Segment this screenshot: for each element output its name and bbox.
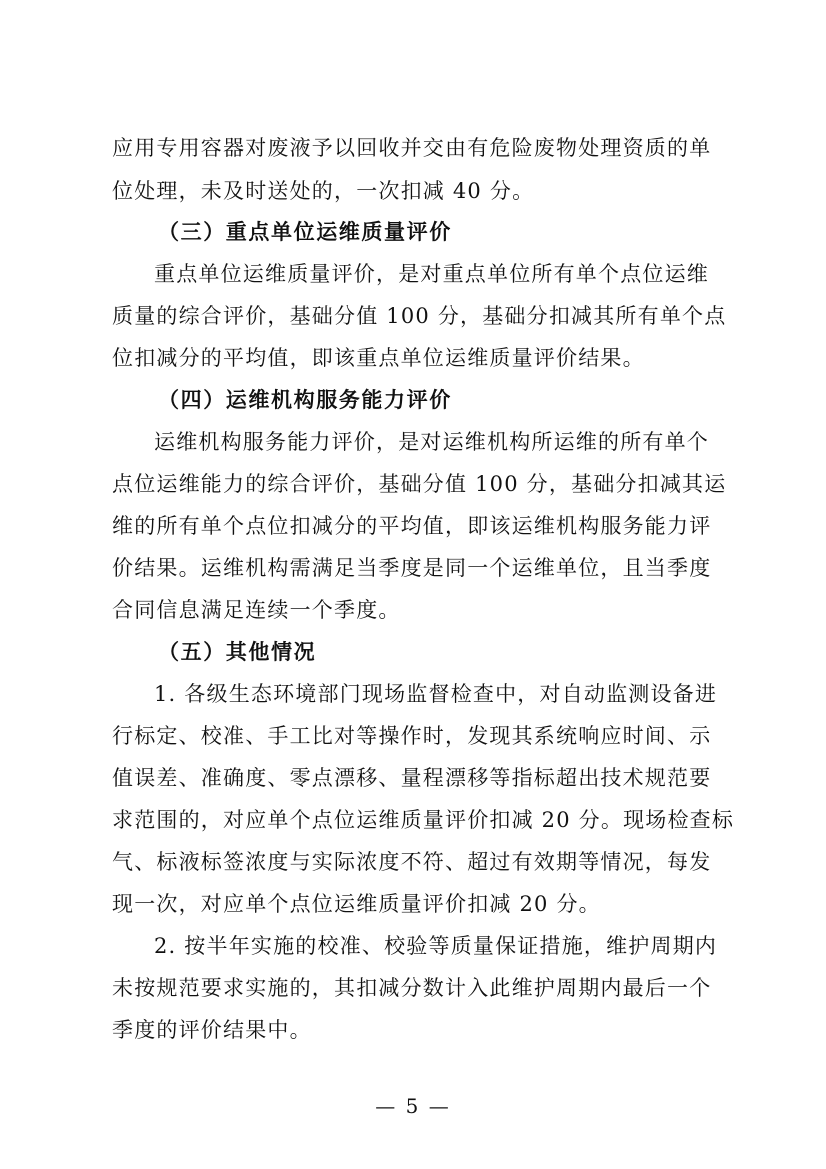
body-text-line: 2. 按半年实施的校准、校验等质量保证措施，维护周期内 bbox=[154, 934, 718, 958]
body-text-line: 1. 各级生态环境部门现场监督检查中，对自动监测设备进 bbox=[154, 682, 718, 706]
body-text-line: 合同信息满足连续一个季度。 bbox=[112, 598, 401, 622]
body-text-line: 位扣减分的平均值，即该重点单位运维质量评价结果。 bbox=[112, 346, 645, 370]
section-heading-5: （五）其他情况 bbox=[158, 639, 317, 664]
body-text-line: 求范围的，对应单个点位运维质量评价扣减 20 分。现场检查标 bbox=[112, 808, 735, 832]
section-heading-3: （三）重点单位运维质量评价 bbox=[158, 219, 452, 244]
body-text-line: 现一次，对应单个点位运维质量评价扣减 20 分。 bbox=[112, 892, 601, 916]
body-text-line: 质量的综合评价，基础分值 100 分，基础分扣减其所有单个点 bbox=[112, 304, 727, 328]
body-text-line: 维的所有单个点位扣减分的平均值，即该运维机构服务能力评 bbox=[112, 514, 712, 538]
body-text-line: 位处理，未及时送处的，一次扣减 40 分。 bbox=[112, 179, 535, 203]
body-text-line: 行标定、校准、手工比对等操作时，发现其系统响应时间、示 bbox=[112, 724, 712, 748]
body-text-line: 季度的评价结果中。 bbox=[112, 1018, 312, 1042]
body-text-line: 气、标液标签浓度与实际浓度不符、超过有效期等情况，每发 bbox=[112, 850, 712, 874]
body-text-line: 值误差、准确度、零点漂移、量程漂移等指标超出技术规范要 bbox=[112, 766, 712, 790]
body-text-line: 重点单位运维质量评价，是对重点单位所有单个点位运维 bbox=[154, 262, 709, 286]
page-number: — 5 — bbox=[375, 1094, 451, 1118]
body-text-line: 未按规范要求实施的，其扣减分数计入此维护周期内最后一个 bbox=[112, 976, 712, 1000]
body-text-line: 价结果。运维机构需满足当季度是同一个运维单位，且当季度 bbox=[112, 556, 712, 580]
section-heading-4: （四）运维机构服务能力评价 bbox=[158, 387, 452, 412]
body-text-line: 应用专用容器对废液予以回收并交由有危险废物处理资质的单 bbox=[112, 136, 712, 160]
body-text-line: 点位运维能力的综合评价，基础分值 100 分，基础分扣减其运 bbox=[112, 472, 727, 496]
body-text-line: 运维机构服务能力评价，是对运维机构所运维的所有单个 bbox=[154, 430, 709, 454]
